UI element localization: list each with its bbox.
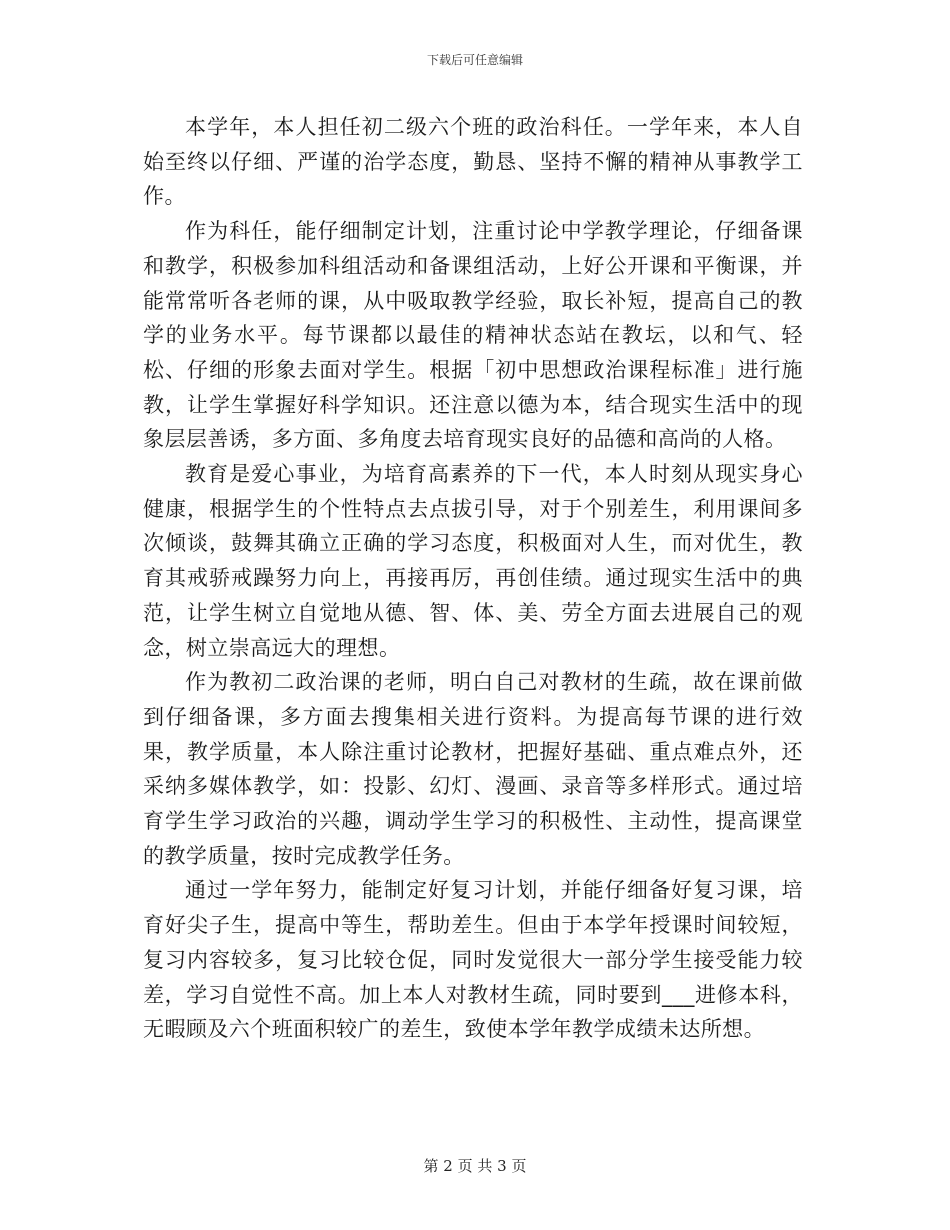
page-header-note: 下载后可任意编辑 — [426, 53, 523, 67]
paragraph-4: 作为教初二政治课的老师，明白自己对教材的生疏，故在课前做到仔细备课，多方面去搜集相关进行资料。为提高每节课的进行效果，教学质量，本人除注重讨论教材，把握好基础、重点难点外，还采纳多媒体教学，如：投影、幻灯、漫画、录音等多样形式。通过培育学生学习政治的兴趣，调动学生学习的积极性、主动性，提高课堂的教学质量，按时完成教学任务。 — [143, 670, 803, 868]
paragraph-2: 作为科任，能仔细制定计划，注重讨论中学教学理论，仔细备课和教学，积极参加科组活动和备课组活动，上好公开课和平衡课，并能常常听各老师的课，从中吸取教学经验，取长补短，提高自己的教学的业务水平。每节课都以最佳的精神状态站在教坛，以和气、轻松、仔细的形象去面对学生。根据「初中思想政治课程标准」进行施教，让学生掌握好科学知识。还注意以德为本，结合现实生活中的现象层层善诱，多方面、多角度去培育现实良好的品德和高尚的人格。 — [143, 219, 803, 452]
paragraph-3: 教育是爱心事业，为培育高素养的下一代，本人时刻从现实身心健康，根据学生的个性特点去点拔引导，对于个别差生，利用课间多次倾谈，鼓舞其确立正确的学习态度，积极面对人生，而对优生，教育其戒骄戒躁努力向上，再接再厉，再创佳绩。通过现实生活中的典范，让学生树立自觉地从德、智、体、美、劳全方面去进展自己的观念，树立崇高远大的理想。 — [143, 462, 803, 660]
paragraph-5: 通过一学年努力，能制定好复习计划，并能仔细备好复习课，培育好尖子生，提高中等生，帮助差生。但由于本学年授课时间较短，复习内容较多，复习比较仓促，同时发觉很大一部分学生接受能力较差，学习自觉性不高。加上本人对教材生疏，同时要到___进修本科，无暇顾及六个班面积较广的差生，致使本学年教学成绩未达所想。 — [143, 878, 803, 1042]
paragraph-1: 本学年，本人担任初二级六个班的政治科任。一学年来，本人自始至终以仔细、严谨的治学态度，勤恳、坚持不懈的精神从事教学工作。 — [143, 115, 803, 209]
document-body — [143, 110, 803, 1047]
page-number-footer: 第 2 页 共 3 页 — [423, 1157, 527, 1175]
